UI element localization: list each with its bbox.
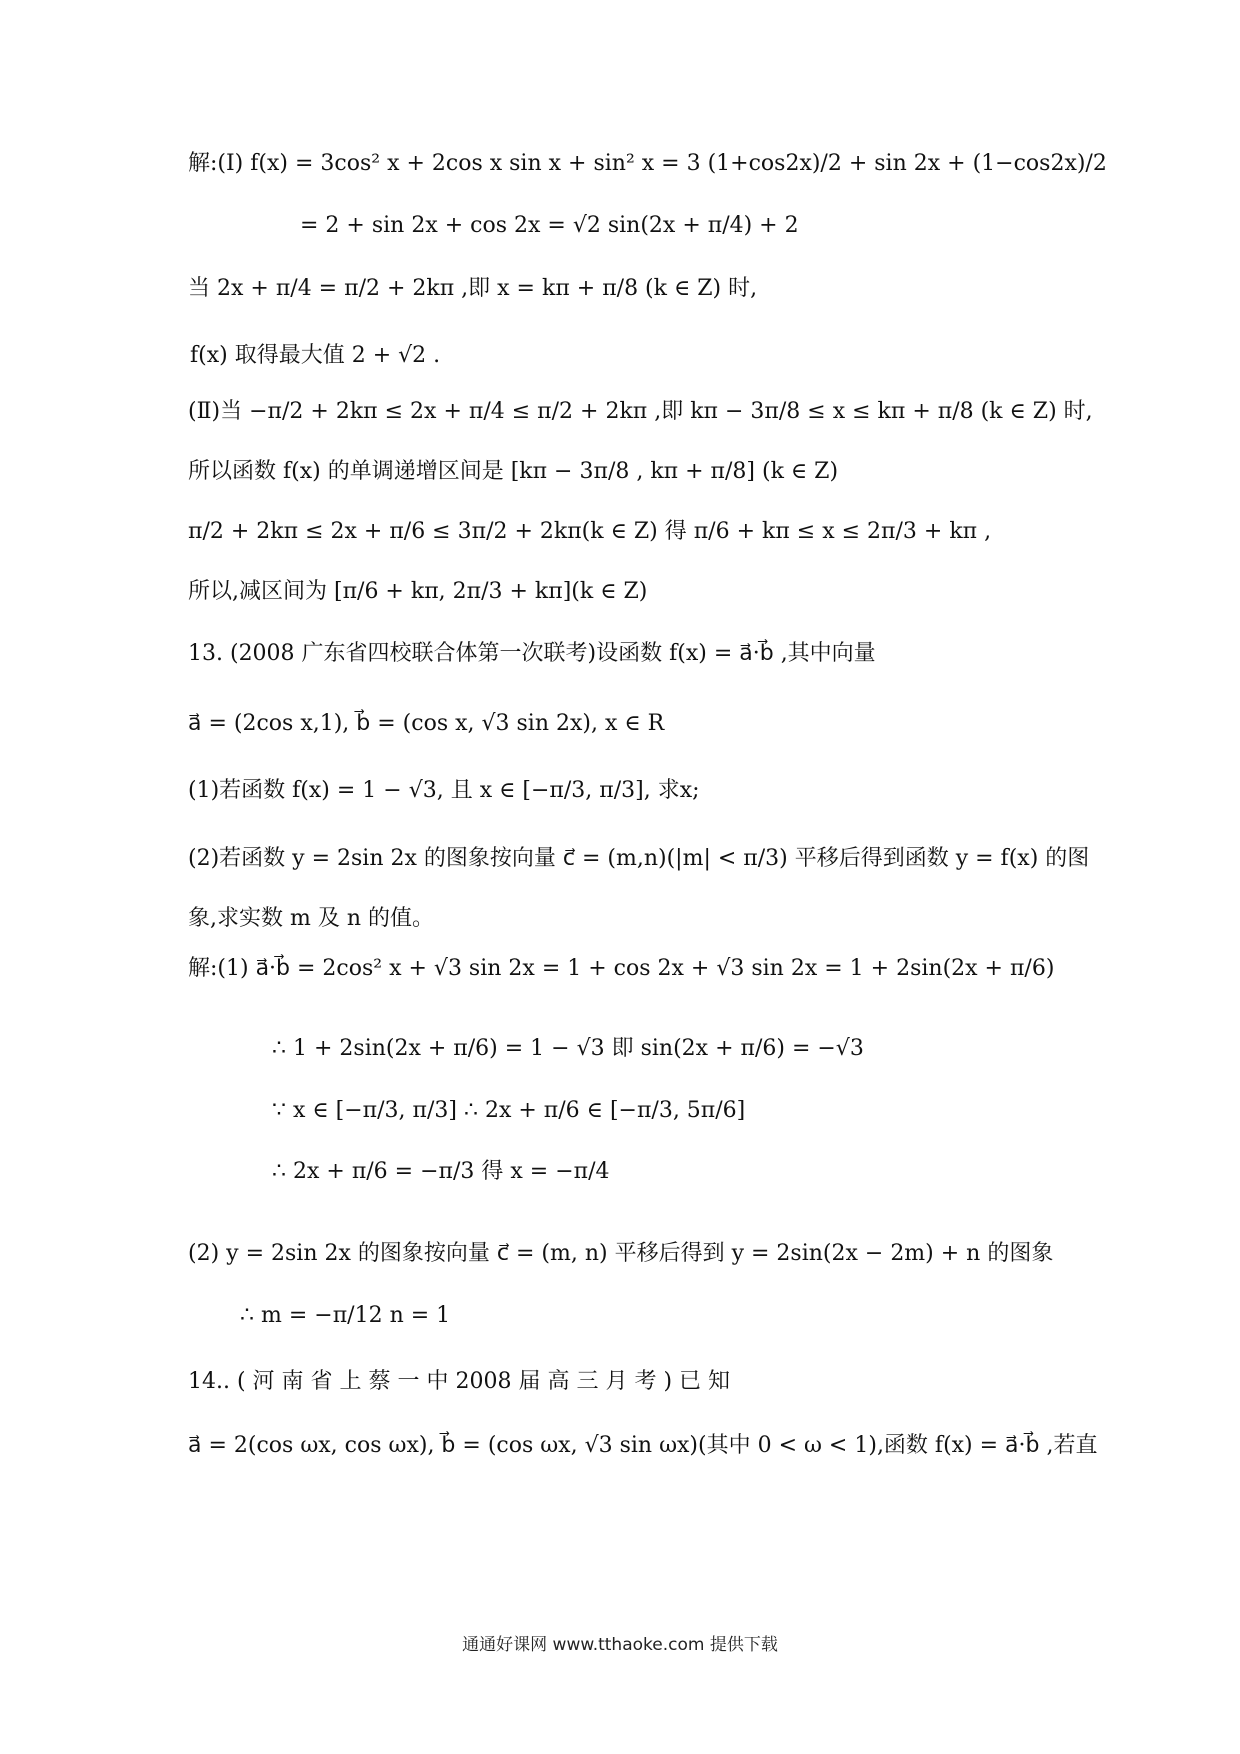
line-6 (0, 458, 1240, 518)
line-14 (0, 955, 1240, 1015)
text-line: 13. (2008 广东省四校联合体第一次联考)设函数 f(x) = a⃗·b⃗ ,其中向量 (188, 641, 876, 666)
line-9 (0, 640, 1240, 700)
text-line: ∴ m = −π/12 n = 1 (240, 1303, 451, 1328)
text-line: f(x) 取得最大值 2 + √2 . (190, 343, 441, 368)
text-line: ∵ x ∈ [−π/3, π/3] ∴ 2x + π/6 ∈ [−π/3, 5π/6] (272, 1098, 746, 1123)
text-line: π/2 + 2kπ ≤ 2x + π/6 ≤ 3π/2 + 2kπ(k ∈ Z) 得 π/6 + kπ ≤ x ≤ 2π/3 + kπ , (188, 519, 992, 544)
line-15 (0, 1035, 1240, 1095)
text-line: = 2 + sin 2x + cos 2x = √2 sin(2x + π/4) + 2 (300, 213, 799, 238)
text-line: 解:(1) a⃗·b⃗ = 2cos² x + √3 sin 2x = 1 + cos 2x + √3 sin 2x = 1 + 2sin(2x + π/6) (188, 956, 1055, 981)
line-16 (0, 1097, 1240, 1157)
line-7 (0, 518, 1240, 578)
text-line: (1)若函数 f(x) = 1 − √3, 且 x ∈ [−π/3, π/3], 求x; (188, 778, 700, 803)
line-11 (0, 777, 1240, 837)
line-19 (0, 1302, 1240, 1362)
line-20 (0, 1368, 1240, 1428)
text-line: 14.. ( 河 南 省 上 蔡 一 中 2008 届 高 三 月 考 ) 已 知 (188, 1369, 731, 1394)
text-line: 解:(Ⅰ) f(x) = 3cos² x + 2cos x sin x + sin² x = 3 (1+cos2x)/2 + sin 2x + (1−cos2x)/2 (188, 151, 1107, 176)
line-1 (0, 150, 1240, 210)
line-18 (0, 1240, 1240, 1300)
line-21 (0, 1432, 1240, 1492)
line-3 (0, 275, 1240, 335)
text-line: (2) y = 2sin 2x 的图象按向量 c⃗ = (m, n) 平移后得到 y = 2sin(2x − 2m) + n 的图象 (188, 1241, 1054, 1266)
text-line: (Ⅱ)当 −π/2 + 2kπ ≤ 2x + π/4 ≤ π/2 + 2kπ ,即 kπ − 3π/8 ≤ x ≤ kπ + π/8 (k ∈ Z) 时, (188, 399, 1093, 424)
text-line: ∴ 1 + 2sin(2x + π/6) = 1 − √3 即 sin(2x + π/6) = −√3 (272, 1036, 864, 1061)
text-line: 所以,减区间为 [π/6 + kπ, 2π/3 + kπ](k ∈ Z) (188, 579, 648, 604)
line-12 (0, 845, 1240, 905)
text-line: ∴ 2x + π/6 = −π/3 得 x = −π/4 (272, 1159, 610, 1184)
line-17 (0, 1158, 1240, 1218)
line-8 (0, 578, 1240, 638)
text-line: (2)若函数 y = 2sin 2x 的图象按向量 c⃗ = (m,n)(|m| < π/3) 平移后得到函数 y = f(x) 的图 (188, 846, 1090, 871)
line-4 (0, 342, 1240, 402)
text-line: 象,求实数 m 及 n 的值。 (188, 906, 434, 931)
text-line: a⃗ = (2cos x,1), b⃗ = (cos x, √3 sin 2x), x ∈ R (188, 711, 665, 736)
line-2 (0, 212, 1240, 272)
line-10 (0, 710, 1240, 770)
page-footer: 通通好课网 www.tthaoke.com 提供下载 (462, 1635, 778, 1655)
line-5 (0, 398, 1240, 458)
text-line: 所以函数 f(x) 的单调递增区间是 [kπ − 3π/8 , kπ + π/8] (k ∈ Z) (188, 459, 839, 484)
text-line: a⃗ = 2(cos ωx, cos ωx), b⃗ = (cos ωx, √3 sin ωx)(其中 0 < ω < 1),函数 f(x) = a⃗·b⃗ ,若直 (188, 1433, 1098, 1458)
text-line: 当 2x + π/4 = π/2 + 2kπ ,即 x = kπ + π/8 (k ∈ Z) 时, (188, 276, 758, 301)
